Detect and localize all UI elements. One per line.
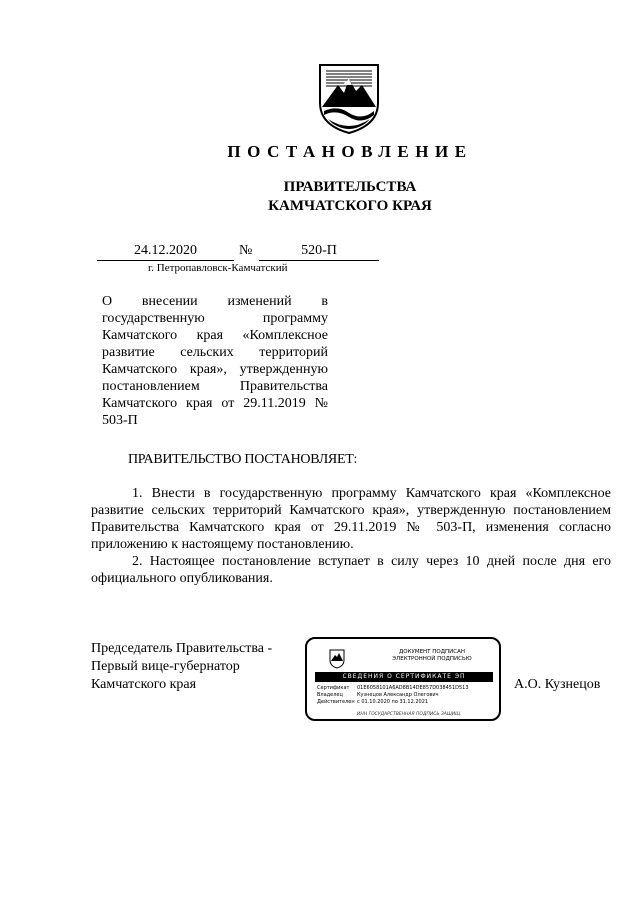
stamp-emblem-icon [329,649,345,669]
number-label: № [239,243,253,258]
document-body [91,485,611,587]
subtitle-line: КАМЧАТСКОГО КРАЯ [268,198,432,214]
signer-line: Первый вице-губернатор [91,659,240,674]
stamp-label: Сертификат [317,685,350,691]
paragraph: 1. Внести в государственную программу Камчатского края «Комплексное развитие сельских территорий Камчатского края», утвержденную постановлением Правительства Камчатского края от 29.11.2019 № 503-П, изменения согласно приложению к настоящему постановлению. [91,486,611,552]
stamp-row [317,685,469,692]
signer-position [91,640,272,694]
document-title: ПОСТАНОВЛЕНИЕ [227,142,473,161]
stamp-row [317,699,469,706]
paragraph: 2. Настоящее постановление вступает в силу через 10 дней после дня его официального опубликования. [91,554,611,586]
resolves-heading: ПРАВИТЕЛЬСТВО ПОСТАНОВЛЯЕТ: [128,452,358,467]
document-date: 24.12.2020 [97,243,234,261]
stamp-footer: ИНН ГОСУДАРСТВЕННАЯ ПОДПИСЬ ЗАЩИЩ. [357,712,462,717]
kamchatka-emblem-icon [318,63,380,135]
stamp-value: с 01.10.2020 по 31.12.2021 [357,699,429,705]
signer-name: А.О. Кузнецов [514,677,601,692]
stamp-certificate-bar: СВЕДЕНИЯ О СЕРТИФИКАТЕ ЭП [315,672,493,682]
stamp-row [317,692,469,699]
electronic-signature-stamp [305,637,501,721]
stamp-header [377,649,487,663]
date-number-line [0,243,640,263]
stamp-label: Действителен [317,699,355,705]
stamp-label: Владелец [317,692,343,698]
document-subtitle [0,178,640,216]
stamp-header-line: ДОКУМЕНТ ПОДПИСАН [398,649,466,655]
stamp-value: 01E6058101A6AD8B14DE857D038451D513 [357,685,469,691]
stamp-details [317,685,469,706]
document-number: 520-П [259,243,379,261]
subtitle-line: ПРАВИТЕЛЬСТВА [283,179,417,195]
document-about: О внесении изменений в государственную программу Камчатского края «Комплексное развитие сельских территорий Камчатского края», утвержденную постановлением Правительства Камчатского края от 29.11.2019 № 503-П [102,294,328,428]
stamp-header-line: ЭЛЕКТРОННОЙ ПОДПИСЬЮ [392,656,472,662]
signer-line: Председатель Правительства - [91,641,273,656]
document-city: г. Петропавловск-Камчатский [148,262,288,274]
signer-line: Камчатского края [91,677,197,692]
stamp-value: Кузнецов Александр Олегович [357,692,439,698]
